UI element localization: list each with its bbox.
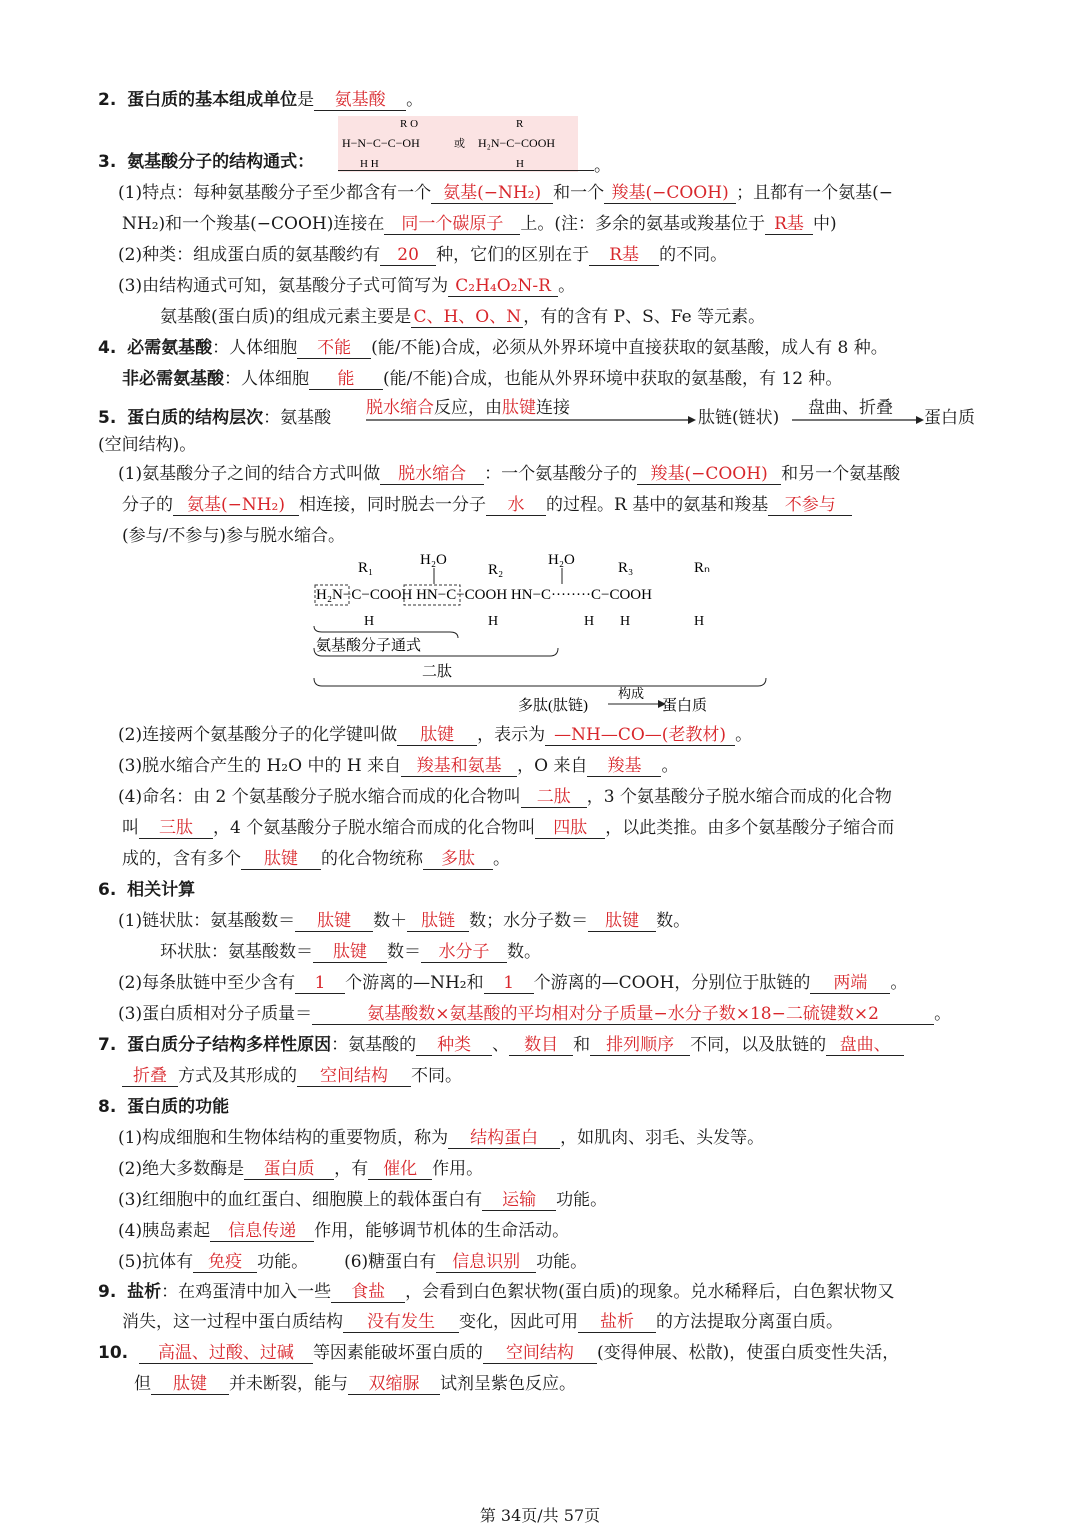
answer-blank: 羧基(−COOH) bbox=[604, 183, 736, 204]
text: 功能。 bbox=[536, 1252, 588, 1272]
answer-blank: 肽键 bbox=[151, 1374, 229, 1395]
water-label-2: H₂O bbox=[548, 552, 575, 568]
h-label: H bbox=[364, 614, 375, 629]
text: 的过程。R 基中的氨基和羧基 bbox=[546, 495, 769, 515]
section-title: 盐析 bbox=[127, 1282, 162, 1302]
formula-underline bbox=[338, 150, 611, 178]
text: 成的，含有多个 bbox=[122, 849, 241, 869]
answer-blank: 1 bbox=[484, 973, 534, 994]
answer-blank: 空间结构 bbox=[297, 1066, 411, 1087]
s3-p3b bbox=[160, 305, 765, 329]
answer-blank: 运输 bbox=[482, 1190, 556, 1211]
section-number: 4. bbox=[98, 338, 117, 358]
answer-blank: R基 bbox=[589, 245, 659, 266]
answer-blank: 肽键 bbox=[397, 725, 477, 746]
text: (3)红细胞中的血红蛋白、细胞膜上的载体蛋白有 bbox=[118, 1190, 483, 1210]
text: 数＝ bbox=[387, 942, 421, 962]
section-5 bbox=[98, 406, 331, 430]
peptide-chain-label bbox=[698, 406, 779, 430]
text: (2)每条肽链中至少含有 bbox=[118, 973, 296, 993]
text: (空间结构)。 bbox=[98, 435, 197, 455]
formula-r: R bbox=[516, 118, 524, 130]
section-title: 蛋白质的结构层次 bbox=[127, 408, 264, 428]
text: 作用。 bbox=[432, 1159, 484, 1179]
text: 。 bbox=[558, 276, 576, 296]
text: 氨基酸(蛋白质)的组成元素主要是 bbox=[160, 307, 412, 327]
text: (3)蛋白质相对分子质量＝ bbox=[118, 1004, 313, 1024]
text: ；且都有一个氨基(− bbox=[736, 183, 893, 203]
answer-text: 脱水缩合 bbox=[366, 398, 434, 418]
section-number: 9. bbox=[98, 1282, 117, 1302]
answer-blank: 双缩脲 bbox=[348, 1374, 440, 1395]
section-title: 氨基酸分子的结构通式： bbox=[127, 152, 315, 172]
answer-blank: 没有发生 bbox=[343, 1312, 459, 1333]
label-form: 构成 bbox=[618, 686, 645, 701]
text: 的化合物统称 bbox=[321, 849, 423, 869]
answer-blank: 多肽 bbox=[423, 849, 493, 870]
text: 叫 bbox=[122, 818, 139, 838]
section-title: 非必需氨基酸 bbox=[122, 369, 224, 389]
answer-blank: 1 bbox=[295, 973, 345, 994]
answer-blank: —NH—CO—(老教材) bbox=[545, 725, 735, 746]
text: ，会看到白色絮状物(蛋白质)的现象。兑水稀释后，白色絮状物又 bbox=[405, 1282, 895, 1302]
section-number: 5. bbox=[98, 408, 117, 428]
h-label: H bbox=[584, 614, 595, 629]
s6-p3 bbox=[118, 1002, 951, 1026]
answer-blank: 羧基和氨基 bbox=[401, 756, 517, 777]
formula-main-2: H₂N−C−COOH bbox=[478, 136, 556, 150]
text: 个游离的—COOH，分别位于肽链的 bbox=[533, 973, 811, 993]
section-6 bbox=[98, 878, 195, 902]
s8-p1 bbox=[118, 1126, 764, 1150]
text: 和 bbox=[573, 1035, 591, 1055]
arrow-line-2 bbox=[792, 414, 924, 426]
blank-line bbox=[338, 150, 594, 171]
section-number: 6. bbox=[98, 880, 117, 900]
text: 。 bbox=[594, 156, 611, 176]
page-footer: 第 34页/共 57页 bbox=[479, 1506, 601, 1525]
section-8 bbox=[98, 1095, 229, 1119]
text: 功能。 bbox=[257, 1252, 309, 1272]
answer-blank: 不能 bbox=[297, 338, 371, 359]
section-number: 2. bbox=[98, 90, 117, 110]
text: ：氨基酸 bbox=[263, 408, 332, 428]
text: 。 bbox=[735, 725, 753, 745]
text: 。 bbox=[934, 1004, 952, 1024]
text: 等因素能破坏蛋白质的 bbox=[312, 1343, 483, 1363]
answer-blank: 高温、过酸、过碱 bbox=[139, 1343, 313, 1364]
s8-p3 bbox=[118, 1188, 607, 1212]
text: 。 bbox=[661, 756, 679, 776]
r1-label: R₁ bbox=[358, 560, 374, 576]
text: 反应，由 bbox=[434, 398, 502, 418]
text: ，有 bbox=[334, 1159, 369, 1179]
answer-blank: 食盐 bbox=[331, 1282, 405, 1303]
answer-blank: 肽链 bbox=[407, 911, 469, 932]
text: 中) bbox=[813, 214, 837, 234]
answer-blank: 氨基(−NH₂) bbox=[431, 183, 553, 204]
section-title: 蛋白质的功能 bbox=[127, 1097, 230, 1117]
h-label: H bbox=[694, 614, 705, 629]
text: (变得伸展、松散)，使蛋白质变性失活， bbox=[596, 1343, 900, 1363]
text: 变化，因此可用 bbox=[459, 1312, 578, 1332]
s3-p1 bbox=[118, 181, 893, 205]
section-number: 8. bbox=[98, 1097, 117, 1117]
text: 的方法提取分离蛋白质。 bbox=[656, 1312, 843, 1332]
text: 数。 bbox=[656, 911, 691, 931]
brace-3 bbox=[314, 678, 766, 686]
s5-p4c bbox=[122, 847, 510, 871]
section-title: 蛋白质分子结构多样性原因 bbox=[127, 1035, 332, 1055]
answer-text: 肽键 bbox=[502, 398, 536, 418]
h-label: H bbox=[488, 614, 499, 629]
s8-p4 bbox=[118, 1219, 569, 1243]
section-title: 必需氨基酸 bbox=[127, 338, 213, 358]
section-number: 7. bbox=[98, 1035, 117, 1055]
s3-p2 bbox=[118, 243, 727, 267]
section-10b bbox=[134, 1372, 576, 1396]
text: 、 bbox=[492, 1035, 510, 1055]
h-label: H bbox=[620, 614, 631, 629]
answer-blank: 二肽 bbox=[521, 787, 587, 808]
s6-p2 bbox=[118, 971, 907, 995]
s3-p1b bbox=[122, 212, 837, 236]
text: 分子的 bbox=[122, 495, 173, 515]
text: 上。(注：多余的氨基或羧基位于 bbox=[520, 214, 766, 234]
answer-blank: 免疫 bbox=[193, 1252, 257, 1273]
answer-blank: 脱水缩合 bbox=[380, 464, 484, 485]
text: ：一个氨基酸分子的 bbox=[484, 464, 638, 484]
text: 不同，以及肽链的 bbox=[690, 1035, 827, 1055]
text: ：人体细胞 bbox=[224, 369, 309, 389]
section-7b bbox=[122, 1064, 462, 1088]
formula-bottom-2: H bbox=[516, 158, 524, 170]
text: 但 bbox=[134, 1374, 151, 1394]
s5-p4b bbox=[122, 816, 894, 840]
text: 。 bbox=[493, 849, 510, 869]
answer-blank: 不参与 bbox=[768, 495, 852, 516]
section-4 bbox=[98, 336, 888, 360]
text: ：在鸡蛋清中加入一些 bbox=[161, 1282, 332, 1302]
section-7 bbox=[98, 1033, 904, 1057]
text: ，4 个氨基酸分子脱水缩合而成的化合物叫 bbox=[213, 818, 536, 838]
label-dipeptide: 二肽 bbox=[422, 664, 453, 680]
text: 并未断裂，能与 bbox=[229, 1374, 348, 1394]
answer-blank: 信息识别 bbox=[436, 1252, 536, 1273]
text: 的不同。 bbox=[659, 245, 728, 265]
text: 数；水分子数＝ bbox=[469, 911, 589, 931]
text: 数。 bbox=[507, 942, 541, 962]
section-number: 10. bbox=[98, 1343, 129, 1363]
answer-blank: 羧基 bbox=[587, 756, 661, 777]
text: 消失，这一过程中蛋白质结构 bbox=[122, 1312, 343, 1332]
answer-blank: 排列顺序 bbox=[590, 1035, 690, 1056]
section-9 bbox=[98, 1280, 894, 1304]
answer-blank: 空间结构 bbox=[483, 1343, 597, 1364]
s5-p2 bbox=[118, 723, 752, 747]
text: 是 bbox=[297, 90, 315, 110]
answer-blank: 能 bbox=[309, 369, 383, 390]
section-number: 3. bbox=[98, 152, 117, 172]
text: 种，它们的区别在于 bbox=[436, 245, 590, 265]
answer-blank: 盐析 bbox=[578, 1312, 656, 1333]
brace-1 bbox=[314, 626, 458, 638]
text: (3)脱水缩合产生的 H₂O 中的 H 来自 bbox=[118, 756, 402, 776]
text: 和一个 bbox=[553, 183, 605, 203]
answer-blank: 盘曲、 bbox=[826, 1035, 904, 1056]
text: 数＋ bbox=[373, 911, 408, 931]
protein-label bbox=[924, 406, 975, 430]
text: NH₂)和一个羧基(−COOH)连接在 bbox=[122, 214, 385, 234]
text: 。 bbox=[890, 973, 908, 993]
text: ，以此类推。由多个氨基酸分子缩合而 bbox=[605, 818, 895, 838]
text: (2)绝大多数酶是 bbox=[118, 1159, 245, 1179]
r2-label: R₂ bbox=[488, 562, 504, 578]
text: ：氨基酸的 bbox=[331, 1035, 417, 1055]
s5-p1b bbox=[122, 493, 852, 517]
section-3 bbox=[98, 150, 314, 174]
text: (2)连接两个氨基酸分子的化学键叫做 bbox=[118, 725, 398, 745]
answer-blank: C、H、O、N bbox=[411, 307, 523, 328]
answer-blank: 肽键 bbox=[295, 911, 373, 932]
answer-blank: 三肽 bbox=[139, 818, 213, 839]
s5-p4 bbox=[118, 785, 892, 809]
formula-main: H−N−C−C−OH bbox=[342, 136, 420, 150]
text: 功能。 bbox=[556, 1190, 608, 1210]
peptide-chain: H₂N−C−COOH HN−C−COOH HN−C········C−COOH bbox=[316, 587, 652, 603]
answer-blank: 20 bbox=[380, 245, 436, 266]
section-title: 相关计算 bbox=[127, 880, 196, 900]
answer-blank: 同一个碳原子 bbox=[384, 214, 520, 235]
rn-label: Rₙ bbox=[694, 560, 710, 576]
label-amino-formula: 氨基酸分子通式 bbox=[316, 638, 422, 654]
text: 。 bbox=[406, 90, 424, 110]
text: 试剂呈紫色反应。 bbox=[440, 1374, 576, 1394]
text: ，表示为 bbox=[477, 725, 546, 745]
formula-or: 或 bbox=[454, 138, 465, 150]
text: 肽链(链状) bbox=[698, 408, 780, 428]
label-protein: 蛋白质 bbox=[662, 698, 708, 714]
water-label-1: H₂O bbox=[420, 552, 447, 568]
section-9b bbox=[122, 1310, 843, 1334]
text: 盘曲、折叠 bbox=[808, 398, 893, 418]
s8-p2 bbox=[118, 1157, 483, 1181]
text: (1)氨基酸分子之间的结合方式叫做 bbox=[118, 464, 381, 484]
answer-blank: 水 bbox=[486, 495, 546, 516]
text: (3)由结构通式可知，氨基酸分子式可简写为 bbox=[118, 276, 449, 296]
text: (5)抗体有 bbox=[118, 1252, 194, 1272]
spatial-structure bbox=[98, 433, 196, 457]
text: ：人体细胞 bbox=[212, 338, 298, 358]
r3-label: R₃ bbox=[618, 560, 634, 576]
text: (1)特点：每种氨基酸分子至少都含有一个 bbox=[118, 183, 432, 203]
s8-p5 bbox=[118, 1250, 587, 1274]
s6-p1 bbox=[118, 909, 690, 933]
answer-blank: 信息传递 bbox=[210, 1221, 314, 1242]
answer-blank: 四肽 bbox=[535, 818, 605, 839]
s5-p1c bbox=[122, 524, 345, 548]
text: ，O 来自 bbox=[517, 756, 588, 776]
text: 和另一个氨基酸 bbox=[781, 464, 901, 484]
text: ，如肌肉、羽毛、头发等。 bbox=[560, 1128, 765, 1148]
text: (能/不能)合成，必须从外界环境中直接获取的氨基酸，成人有 8 种。 bbox=[371, 338, 888, 358]
answer-blank: 蛋白质 bbox=[244, 1159, 334, 1180]
formula-bottom: H H bbox=[360, 158, 379, 170]
s5-p3 bbox=[118, 754, 678, 778]
text: 蛋白质 bbox=[924, 408, 975, 428]
text: 个游离的—NH₂和 bbox=[345, 973, 484, 993]
text: (1)构成细胞和生物体结构的重要物质，称为 bbox=[118, 1128, 449, 1148]
text: (4)胰岛素起 bbox=[118, 1221, 211, 1241]
label-polypeptide: 多肽(肽链) bbox=[518, 698, 588, 714]
s5-p1 bbox=[118, 462, 900, 486]
answer-blank: 两端 bbox=[810, 973, 890, 994]
text: (1)链状肽：氨基酸数＝ bbox=[118, 911, 296, 931]
text: 相连接，同时脱去一分子 bbox=[299, 495, 486, 515]
answer-blank: 氨基酸数×氨基酸的平均相对分子质量−水分子数×18−二硫键数×2 bbox=[312, 1004, 934, 1025]
text: (4)命名：由 2 个氨基酸分子脱水缩合而成的化合物叫 bbox=[118, 787, 521, 807]
answer-blank: 折叠 bbox=[122, 1066, 178, 1087]
text: (2)种类：组成蛋白质的氨基酸约有 bbox=[118, 245, 381, 265]
section-2 bbox=[98, 88, 423, 112]
text: (参与/不参与)参与脱水缩合。 bbox=[122, 526, 345, 546]
answer-blank: 氨基酸 bbox=[314, 90, 406, 111]
answer-blank: 肽键 bbox=[313, 942, 387, 963]
arrow-line-1 bbox=[366, 414, 696, 426]
formula-top: R O bbox=[400, 118, 419, 130]
text: 连接 bbox=[536, 398, 570, 418]
text: 环状肽：氨基酸数＝ bbox=[160, 942, 313, 962]
answer-blank: 结构蛋白 bbox=[448, 1128, 560, 1149]
section-title: 蛋白质的基本组成单位 bbox=[127, 90, 298, 110]
answer-blank: 数目 bbox=[509, 1035, 573, 1056]
answer-blank: 羧基(−COOH) bbox=[637, 464, 781, 485]
answer-blank: 水分子 bbox=[421, 942, 507, 963]
text: 作用，能够调节机体的生命活动。 bbox=[314, 1221, 570, 1241]
s3-p3 bbox=[118, 274, 575, 298]
text: ，3 个氨基酸分子脱水缩合而成的化合物 bbox=[586, 787, 892, 807]
answer-blank: 氨基(−NH₂) bbox=[173, 495, 299, 516]
section-10 bbox=[98, 1341, 899, 1365]
text: ，有的含有 P、S、Fe 等元素。 bbox=[523, 307, 766, 327]
s6-p1b bbox=[160, 940, 541, 964]
answer-blank: R基 bbox=[765, 214, 813, 235]
answer-blank: 肽键 bbox=[241, 849, 321, 870]
dehydration-diagram bbox=[312, 548, 772, 720]
text: 不同。 bbox=[411, 1066, 462, 1086]
text: (能/不能)合成，也能从外界环境中获取的氨基酸，有 12 种。 bbox=[383, 369, 843, 389]
answer-blank: 催化 bbox=[368, 1159, 432, 1180]
answer-blank: C₂H₄O₂N-R bbox=[448, 276, 558, 297]
text: 方式及其形成的 bbox=[178, 1066, 297, 1086]
section-4b bbox=[122, 367, 842, 391]
text: (6)糖蛋白有 bbox=[344, 1252, 437, 1272]
answer-blank: 种类 bbox=[416, 1035, 492, 1056]
answer-blank: 肽键 bbox=[588, 911, 656, 932]
